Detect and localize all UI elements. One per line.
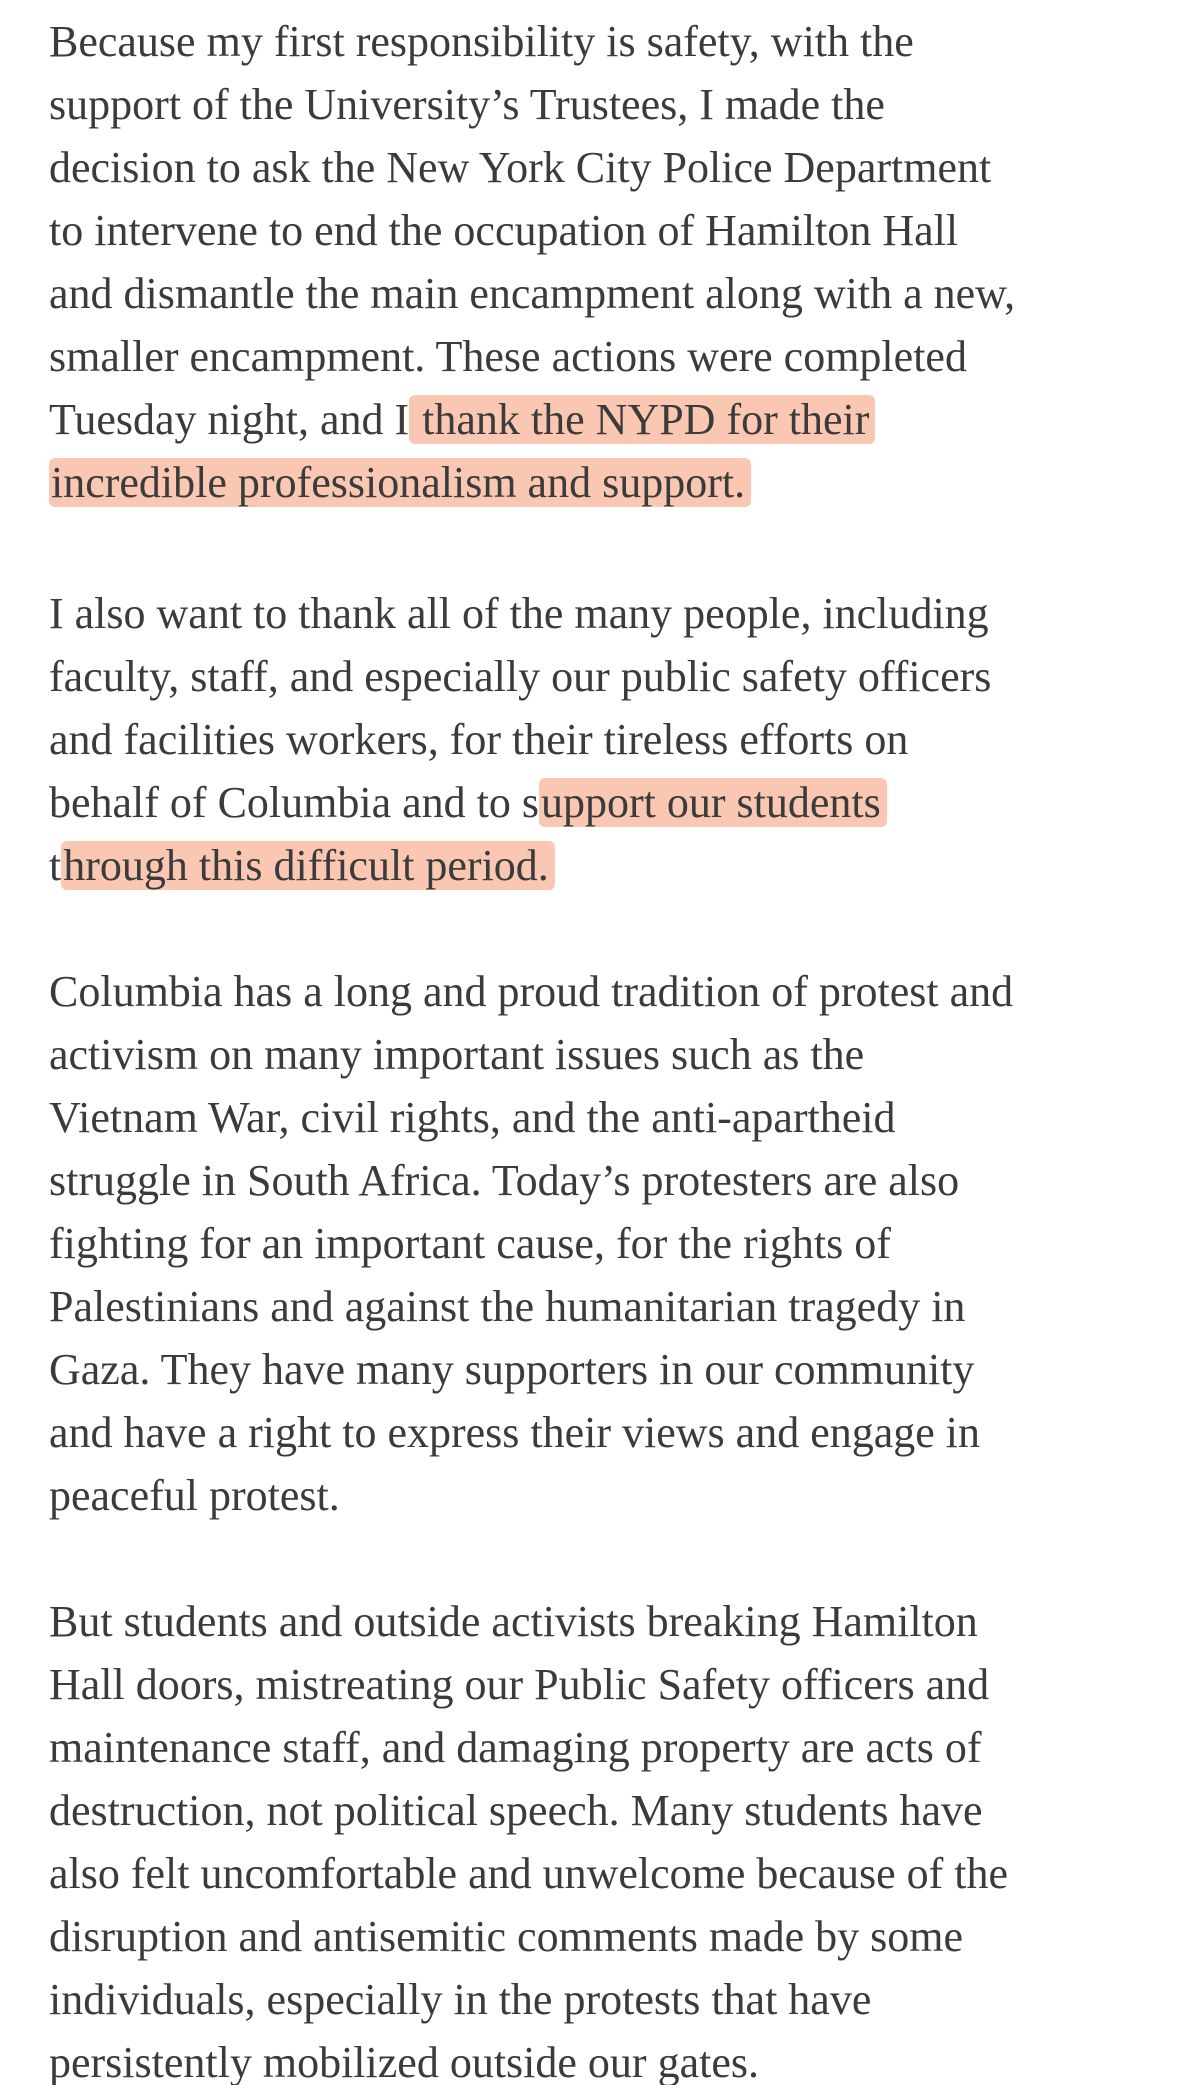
- text-line: support of the University’s Trustees, I made the: [49, 80, 885, 129]
- text-line: [49, 451, 1015, 514]
- text-line: and facilities workers, for their tireless efforts on: [49, 715, 909, 764]
- text-line: behalf of Columbia and to support our students: [49, 771, 991, 834]
- text-line: destruction, not political speech. Many students have: [49, 1786, 983, 1835]
- paragraph-destruction: [49, 1590, 1008, 2085]
- text-line: smaller encampment. These actions were completed: [49, 332, 967, 381]
- text-line: Columbia has a long and proud tradition of protest and: [49, 967, 1014, 1016]
- highlight-mark: incredible professionalism and support.: [49, 458, 751, 507]
- text-line: disruption and antisemitic comments made by some: [49, 1912, 964, 1961]
- text-line: Palestinians and against the humanitarian tragedy in: [49, 1282, 966, 1331]
- paragraph-thanks: [49, 582, 991, 897]
- text-line: fighting for an important cause, for the rights of: [49, 1219, 891, 1268]
- text-line: individuals, especially in the protests that have: [49, 1975, 872, 2024]
- text-line: and have a right to express their views and engage in: [49, 1408, 981, 1457]
- text-line: through this difficult period.: [49, 834, 991, 897]
- text-line: peaceful protest.: [49, 1471, 340, 1520]
- paragraph-tradition: [49, 960, 1013, 1527]
- highlight-mark: thank the NYPD for their: [409, 395, 875, 444]
- text-line: But students and outside activists breaking Hamilton: [49, 1597, 978, 1646]
- text-line: to intervene to end the occupation of Hamilton Hall: [49, 206, 959, 255]
- text-line: struggle in South Africa. Today’s protesters are also: [49, 1156, 960, 1205]
- text-line: decision to ask the New York City Police Department: [49, 143, 992, 192]
- text-line: Because my first responsibility is safety, with the: [49, 17, 914, 66]
- text-line: and dismantle the main encampment along with a new,: [49, 269, 1016, 318]
- text-line: faculty, staff, and especially our public safety officers: [49, 652, 992, 701]
- highlight-mark: upport our students: [539, 778, 887, 827]
- text-line: Hall doors, mistreating our Public Safety officers and: [49, 1660, 990, 1709]
- paragraph-safety: [49, 10, 1015, 514]
- text-line: persistently mobilized outside our gates.: [49, 2038, 759, 2085]
- text-line: activism on many important issues such as the: [49, 1030, 865, 1079]
- text-line: also felt uncomfortable and unwelcome because of the: [49, 1849, 1009, 1898]
- text-line: maintenance staff, and damaging property are acts of: [49, 1723, 982, 1772]
- text-line: Vietnam War, civil rights, and the anti-apartheid: [49, 1093, 896, 1142]
- text-line: I also want to thank all of the many people, including: [49, 589, 989, 638]
- highlight-mark: hrough this difficult period.: [61, 841, 555, 890]
- text-line: Gaza. They have many supporters in our community: [49, 1345, 975, 1394]
- text-line: Tuesday night, and I thank the NYPD for their: [49, 388, 1015, 451]
